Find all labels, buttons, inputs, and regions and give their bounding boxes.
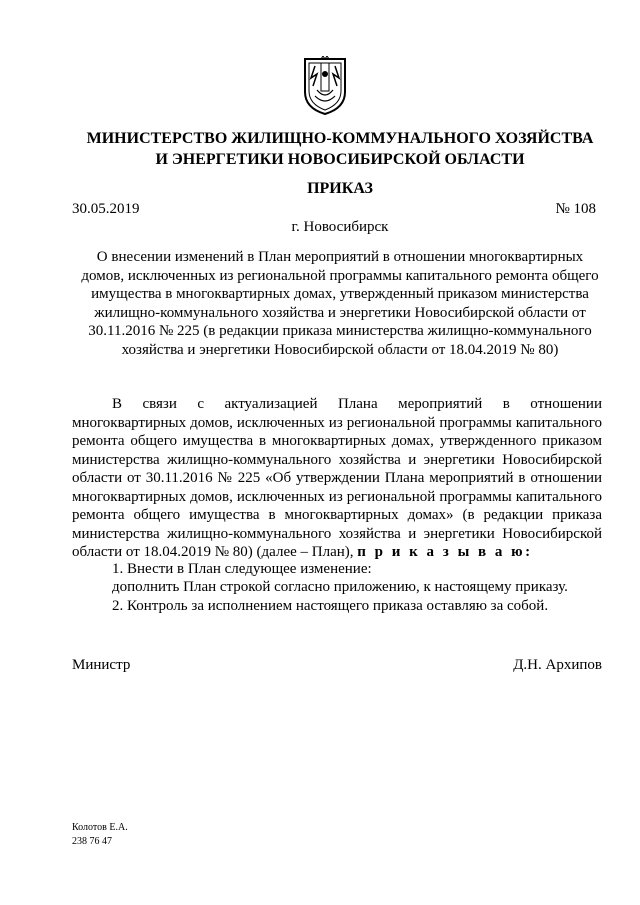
order-word: п р и к а з ы в а ю: (357, 544, 533, 560)
coat-of-arms-emblem (301, 56, 349, 116)
order-preamble (72, 395, 602, 562)
executor-phone: 238 76 47 (72, 836, 112, 847)
ministry-name-line2: И ЭНЕРГЕТИКИ НОВОСИБИРСКОЙ ОБЛАСТИ (155, 151, 525, 168)
preamble-text: В связи с актуализацией Плана мероприятий в отношении многоквартирных домов, исключенных из региональной программы капитального ремонта общего имущества в многоквартирных домах, утвержденного приказом министерства жилищно-коммунального хозяйства и энергетики Новосибирской области от 30.11.2016 № 225 «Об утверждении Плана мероприятий в отношении многоквартирных домов, исключенных из региональной программы капитального ремонта общего имущества в многоквартирных домах» (в редакции приказа министерства жилищно-коммунального хозяйства и энергетики Новосибирской области от 18.04.2019 № 80) (далее – План), (72, 396, 602, 560)
order-item-1: 1. Внести в План следующее изменение: (112, 561, 372, 577)
ministry-name-line1: МИНИСТЕРСТВО ЖИЛИЩНО-КОММУНАЛЬНОГО ХОЗЯЙСТВА (86, 130, 594, 147)
order-number: № 108 (555, 201, 596, 217)
executor-name: Колотов Е.А. (72, 822, 128, 833)
order-subject: О внесении изменений в План мероприятий в отношении многоквартирных домов, исключенных из региональной программы капитального ремонта общего имущества в многоквартирных домах, утвержденный приказом министерства жилищно-коммунального хозяйства и энергетики Новосибирской области от 30.11.2016 № 225 (в редакции приказа министерства жилищно-коммунального хозяйства и энергетики Новосибирской области от 18.04.2019 № 80) (81, 249, 599, 358)
order-item-2: 2. Контроль за исполнением настоящего приказа оставляю за собой. (112, 598, 549, 614)
signatory-name: Д.Н. Архипов (513, 657, 602, 673)
signatory-position: Министр (72, 657, 131, 673)
order-date: 30.05.2019 (72, 201, 140, 217)
document-type: ПРИКАЗ (307, 180, 373, 197)
city-name: г. Новосибирск (291, 219, 389, 235)
order-item-1-detail: дополнить План строкой согласно приложению, к настоящему приказу. (112, 579, 568, 595)
